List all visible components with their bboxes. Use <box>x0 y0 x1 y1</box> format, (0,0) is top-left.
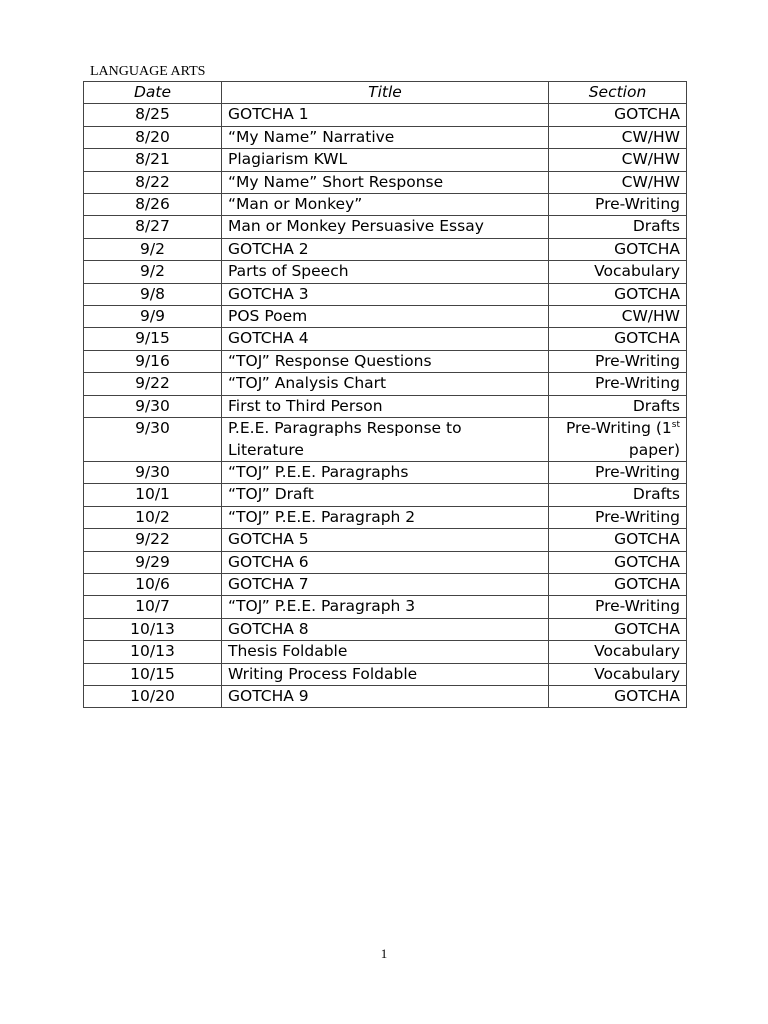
row-section: GOTCHA <box>549 104 687 126</box>
row-title: GOTCHA 2 <box>222 238 549 260</box>
table-header-row <box>84 82 687 104</box>
row-section: CW/HW <box>549 306 687 328</box>
row-date: 8/22 <box>84 171 222 193</box>
table-row <box>84 306 687 328</box>
row-title: Writing Process Foldable <box>222 663 549 685</box>
row-section: Vocabulary <box>549 261 687 283</box>
table-row <box>84 328 687 350</box>
row-section: Drafts <box>549 484 687 506</box>
row-section: CW/HW <box>549 126 687 148</box>
row-date: 9/2 <box>84 261 222 283</box>
row-section: Pre-Writing <box>549 373 687 395</box>
row-date: 8/20 <box>84 126 222 148</box>
table-row <box>84 551 687 573</box>
row-section: Vocabulary <box>549 641 687 663</box>
row-section: GOTCHA <box>549 685 687 707</box>
row-title: “TOJ” Analysis Chart <box>222 373 549 395</box>
row-section: GOTCHA <box>549 283 687 305</box>
row-date: 9/30 <box>84 418 222 462</box>
row-date: 10/13 <box>84 618 222 640</box>
row-date: 8/27 <box>84 216 222 238</box>
table-row <box>84 261 687 283</box>
table-row <box>84 238 687 260</box>
row-title: Thesis Foldable <box>222 641 549 663</box>
row-title: GOTCHA 1 <box>222 104 549 126</box>
row-title: “My Name” Short Response <box>222 171 549 193</box>
table-row <box>84 149 687 171</box>
table-row <box>84 685 687 707</box>
row-section: Pre-Writing <box>549 461 687 483</box>
row-title: GOTCHA 6 <box>222 551 549 573</box>
table-row <box>84 484 687 506</box>
table-row <box>84 171 687 193</box>
row-date: 8/25 <box>84 104 222 126</box>
table-row <box>84 641 687 663</box>
table-row <box>84 418 687 462</box>
row-section: CW/HW <box>549 171 687 193</box>
row-title: GOTCHA 5 <box>222 529 549 551</box>
row-title: GOTCHA 8 <box>222 618 549 640</box>
row-date: 9/15 <box>84 328 222 350</box>
row-date: 8/21 <box>84 149 222 171</box>
document-heading: LANGUAGE ARTS <box>90 64 206 79</box>
row-title: GOTCHA 7 <box>222 573 549 595</box>
table-row <box>84 216 687 238</box>
table-row <box>84 395 687 417</box>
table-row <box>84 461 687 483</box>
row-date: 10/15 <box>84 663 222 685</box>
table-row <box>84 350 687 372</box>
row-title: “TOJ” P.E.E. Paragraphs <box>222 461 549 483</box>
row-date: 9/30 <box>84 395 222 417</box>
row-title: “TOJ” P.E.E. Paragraph 2 <box>222 506 549 528</box>
row-section: GOTCHA <box>549 573 687 595</box>
row-section: GOTCHA <box>549 328 687 350</box>
row-section: GOTCHA <box>549 618 687 640</box>
row-section: GOTCHA <box>549 238 687 260</box>
table-row <box>84 506 687 528</box>
row-date: 10/7 <box>84 596 222 618</box>
header-title: Title <box>222 82 549 104</box>
table-row <box>84 104 687 126</box>
table-row <box>84 194 687 216</box>
row-section: Pre-Writing <box>549 194 687 216</box>
row-date: 9/2 <box>84 238 222 260</box>
row-title: GOTCHA 3 <box>222 283 549 305</box>
row-title: “TOJ” P.E.E. Paragraph 3 <box>222 596 549 618</box>
row-section: GOTCHA <box>549 529 687 551</box>
table-row <box>84 663 687 685</box>
page-number: 1 <box>380 946 388 961</box>
table-row <box>84 283 687 305</box>
row-date: 10/1 <box>84 484 222 506</box>
table-row <box>84 618 687 640</box>
row-title: First to Third Person <box>222 395 549 417</box>
header-section: Section <box>549 82 687 104</box>
row-title: Parts of Speech <box>222 261 549 283</box>
table-row <box>84 596 687 618</box>
row-title: GOTCHA 9 <box>222 685 549 707</box>
table-row <box>84 373 687 395</box>
row-title: “My Name” Narrative <box>222 126 549 148</box>
row-section: Pre-Writing (1st paper) <box>549 418 687 462</box>
row-date: 9/29 <box>84 551 222 573</box>
row-title: Plagiarism KWL <box>222 149 549 171</box>
row-section: Pre-Writing <box>549 506 687 528</box>
row-section: Vocabulary <box>549 663 687 685</box>
row-date: 10/2 <box>84 506 222 528</box>
row-section: Drafts <box>549 216 687 238</box>
row-title: P.E.E. Paragraphs Response to Literature <box>222 418 549 462</box>
row-date: 10/6 <box>84 573 222 595</box>
table-row <box>84 529 687 551</box>
row-title: “Man or Monkey” <box>222 194 549 216</box>
row-section: Drafts <box>549 395 687 417</box>
row-title: POS Poem <box>222 306 549 328</box>
row-title: “TOJ” Response Questions <box>222 350 549 372</box>
row-section: CW/HW <box>549 149 687 171</box>
header-date: Date <box>84 82 222 104</box>
row-date: 9/22 <box>84 373 222 395</box>
table-row <box>84 126 687 148</box>
assignment-table <box>83 81 687 708</box>
row-date: 10/13 <box>84 641 222 663</box>
row-date: 8/26 <box>84 194 222 216</box>
row-date: 9/9 <box>84 306 222 328</box>
row-date: 10/20 <box>84 685 222 707</box>
row-title: GOTCHA 4 <box>222 328 549 350</box>
row-section: GOTCHA <box>549 551 687 573</box>
row-section: Pre-Writing <box>549 350 687 372</box>
row-title: Man or Monkey Persuasive Essay <box>222 216 549 238</box>
table-body <box>84 104 687 708</box>
table-row <box>84 573 687 595</box>
row-date: 9/16 <box>84 350 222 372</box>
row-date: 9/8 <box>84 283 222 305</box>
row-title: “TOJ” Draft <box>222 484 549 506</box>
row-section: Pre-Writing <box>549 596 687 618</box>
row-date: 9/30 <box>84 461 222 483</box>
row-date: 9/22 <box>84 529 222 551</box>
